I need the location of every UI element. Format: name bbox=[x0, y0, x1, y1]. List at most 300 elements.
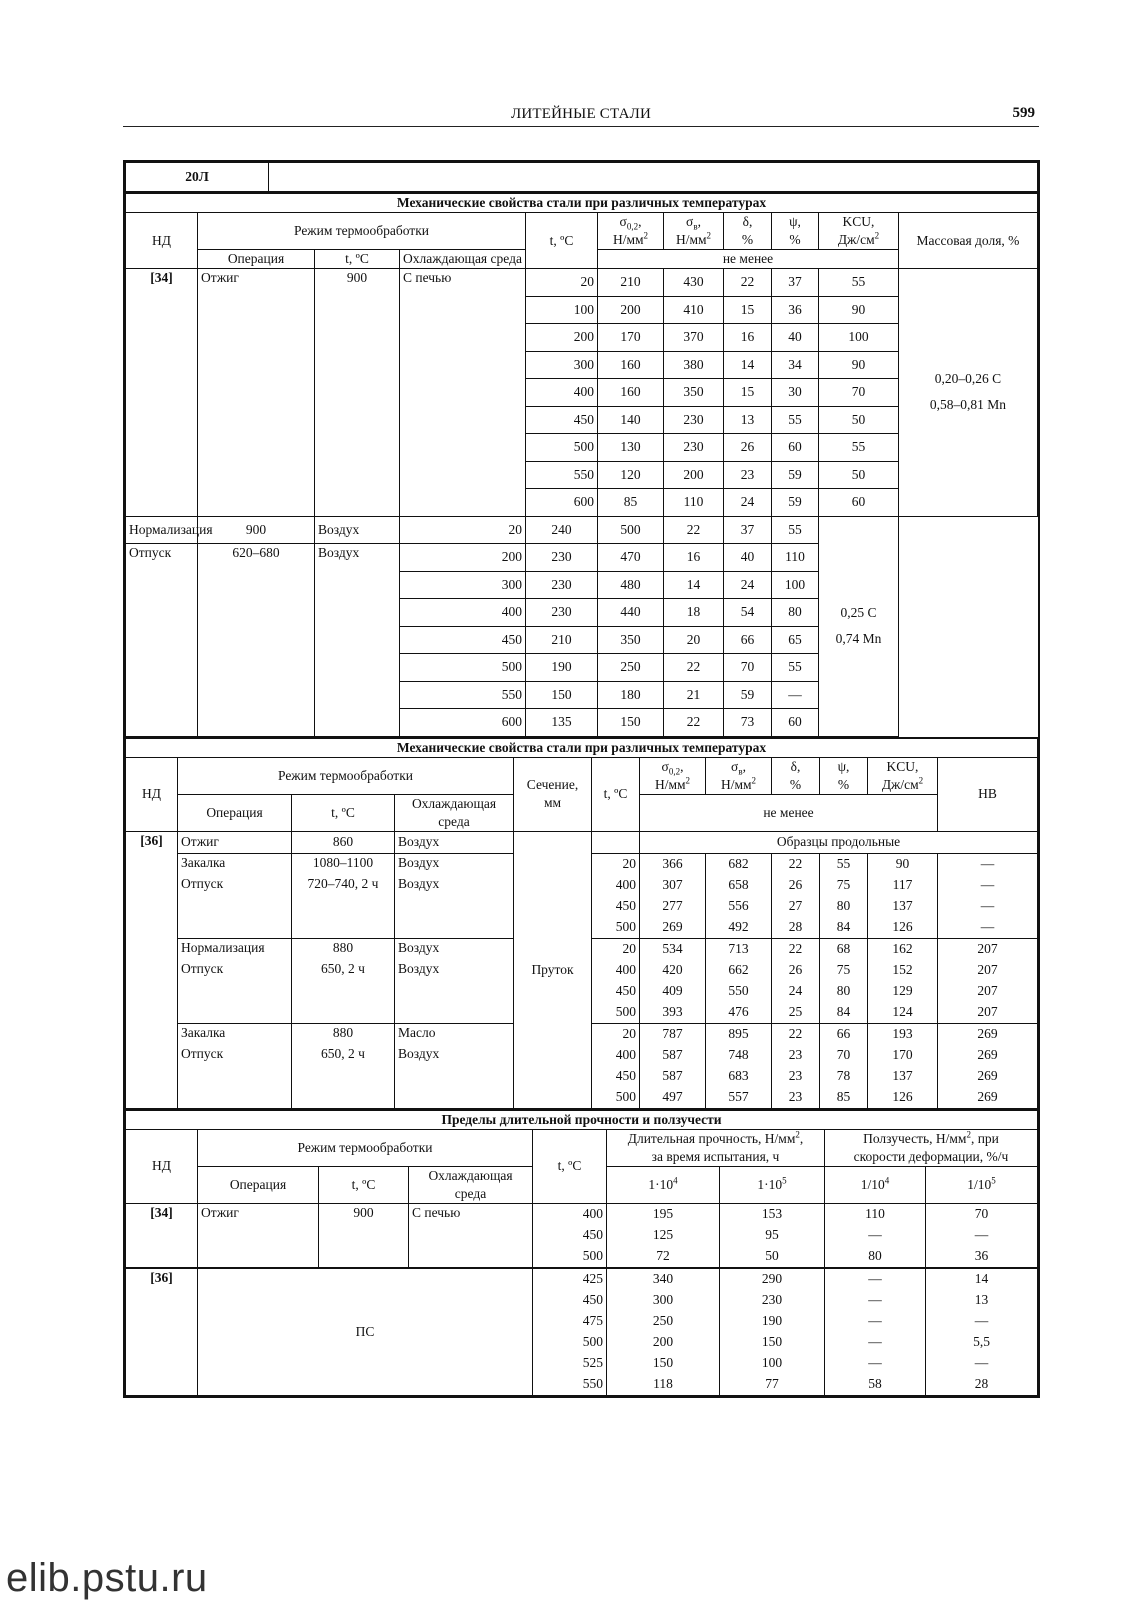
value: 24 bbox=[724, 489, 772, 517]
hdr2-nd: НД bbox=[126, 757, 178, 831]
value: — bbox=[825, 1290, 926, 1311]
creep-strength-table bbox=[125, 1109, 1038, 1396]
value: 130 bbox=[598, 434, 664, 462]
hdr3-s1: $1\cdot 10^4$ bbox=[607, 1166, 720, 1203]
nd-ref: [36] bbox=[126, 1268, 198, 1396]
value: 713 bbox=[706, 938, 772, 960]
heat-temp: 900 bbox=[315, 269, 400, 517]
heat-temp: 720–740, 2 ч bbox=[292, 875, 395, 939]
table-row bbox=[126, 1203, 1038, 1225]
value: 160 bbox=[598, 379, 664, 407]
test-temp: 500 bbox=[592, 917, 640, 939]
heat-temp: 860 bbox=[292, 831, 395, 853]
value: 73 bbox=[724, 709, 772, 737]
value: 500 bbox=[598, 516, 664, 544]
value: 587 bbox=[640, 1045, 706, 1066]
value: — bbox=[825, 1332, 926, 1353]
hdr3-nd: НД bbox=[126, 1129, 198, 1203]
value: 110 bbox=[772, 544, 819, 572]
test-temp: 500 bbox=[533, 1332, 607, 1353]
value: 55 bbox=[819, 434, 899, 462]
test-temp: 525 bbox=[533, 1353, 607, 1374]
value: 269 bbox=[938, 1023, 1038, 1045]
value: 22 bbox=[664, 654, 724, 682]
test-temp: 550 bbox=[533, 1374, 607, 1396]
value: 59 bbox=[772, 489, 819, 517]
value: 662 bbox=[706, 960, 772, 981]
test-temp: 20 bbox=[526, 269, 598, 297]
test-temp: 450 bbox=[592, 981, 640, 1002]
table-row bbox=[126, 269, 1038, 297]
value: 126 bbox=[868, 917, 938, 939]
hdr2-operation: Операция bbox=[178, 794, 292, 831]
operation: Нормализация bbox=[126, 516, 198, 544]
value: 90 bbox=[868, 853, 938, 875]
value: 380 bbox=[664, 351, 724, 379]
value: 125 bbox=[607, 1225, 720, 1246]
nd-ref: [34] bbox=[126, 269, 198, 517]
value: 409 bbox=[640, 981, 706, 1002]
value: 80 bbox=[772, 599, 819, 627]
operation: Отпуск bbox=[178, 1045, 292, 1109]
composition-line: 0,74 Mn bbox=[835, 631, 882, 646]
medium: С печью bbox=[409, 1203, 533, 1268]
value: 70 bbox=[819, 379, 899, 407]
value: 80 bbox=[825, 1246, 926, 1268]
value: 269 bbox=[938, 1066, 1038, 1087]
value: 26 bbox=[772, 875, 820, 896]
heat-temp: 650, 2 ч bbox=[292, 1045, 395, 1109]
value: 55 bbox=[820, 853, 868, 875]
mech-properties-table-2 bbox=[125, 737, 1038, 1109]
value: 497 bbox=[640, 1087, 706, 1109]
test-temp: 20 bbox=[592, 1023, 640, 1045]
value: 26 bbox=[772, 960, 820, 981]
hdr-nd: НД bbox=[126, 213, 198, 269]
hdr2-sigma02: $\sigma_{0,2}$, $Н/мм^2$ bbox=[640, 757, 706, 794]
value: — bbox=[825, 1268, 926, 1290]
value: — bbox=[926, 1353, 1038, 1374]
value: 15 bbox=[724, 296, 772, 324]
value: 124 bbox=[868, 1002, 938, 1024]
value: 37 bbox=[772, 269, 819, 297]
value: 85 bbox=[598, 489, 664, 517]
test-temp: 600 bbox=[526, 489, 598, 517]
heat-temp: 880 bbox=[292, 938, 395, 960]
value: 110 bbox=[825, 1203, 926, 1225]
grade-table bbox=[125, 162, 1038, 192]
value: 170 bbox=[868, 1045, 938, 1066]
table1-group-normalizing bbox=[126, 516, 1038, 736]
operation: Закалка bbox=[178, 1023, 292, 1045]
test-temp: 425 bbox=[533, 1268, 607, 1290]
value: — bbox=[938, 917, 1038, 939]
steel-properties-frame bbox=[123, 160, 1040, 1398]
test-temp: 400 bbox=[400, 599, 526, 627]
value: 28 bbox=[772, 917, 820, 939]
value: 126 bbox=[868, 1087, 938, 1109]
hdr2-sigmab: $\sigma_в$, $Н/мм^2$ bbox=[706, 757, 772, 794]
value: 230 bbox=[664, 434, 724, 462]
value: 120 bbox=[598, 461, 664, 489]
test-temp: 400 bbox=[533, 1203, 607, 1225]
value: 22 bbox=[664, 709, 724, 737]
value: 66 bbox=[724, 626, 772, 654]
value: 28 bbox=[926, 1374, 1038, 1396]
value: 25 bbox=[772, 1002, 820, 1024]
value: 55 bbox=[819, 269, 899, 297]
test-temp: 400 bbox=[592, 875, 640, 896]
steel-grade: 20Л bbox=[126, 163, 269, 192]
test-temp: 450 bbox=[526, 406, 598, 434]
value: 26 bbox=[724, 434, 772, 462]
value: 14 bbox=[664, 571, 724, 599]
value: 30 bbox=[772, 379, 819, 407]
page-header bbox=[123, 104, 1039, 127]
test-temp: 100 bbox=[526, 296, 598, 324]
medium: Воздух bbox=[395, 960, 514, 1024]
value: 21 bbox=[664, 681, 724, 709]
value: 787 bbox=[640, 1023, 706, 1045]
composition-line: 0,25 С bbox=[840, 604, 877, 620]
test-temp: 500 bbox=[592, 1087, 640, 1109]
operation: Закалка bbox=[178, 853, 292, 875]
value: 68 bbox=[820, 938, 868, 960]
value: 23 bbox=[772, 1045, 820, 1066]
value: 40 bbox=[772, 324, 819, 352]
value: 36 bbox=[772, 296, 819, 324]
heat-temp: 900 bbox=[319, 1203, 409, 1268]
hdr2-t: t, ºС bbox=[292, 794, 395, 831]
nd-ref: [36] bbox=[126, 831, 178, 1108]
section: Пруток bbox=[514, 831, 592, 1108]
value: 55 bbox=[772, 516, 819, 544]
hdr2-mode: Режим термообработки bbox=[178, 757, 514, 794]
value: 170 bbox=[598, 324, 664, 352]
value: 240 bbox=[526, 516, 598, 544]
value: 748 bbox=[706, 1045, 772, 1066]
heat-temp: 650, 2 ч bbox=[292, 960, 395, 1024]
table3-title: Пределы длительной прочности и ползучести bbox=[126, 1110, 1038, 1130]
value: 65 bbox=[772, 626, 819, 654]
hdr3-mode: Режим термообработки bbox=[198, 1129, 533, 1166]
value: 210 bbox=[526, 626, 598, 654]
hdr-test-t: t, ºС bbox=[526, 213, 598, 269]
hdr-sigma02: $\sigma_{0,2}$, $Н/мм^2$ bbox=[598, 213, 664, 250]
heat-temp: 880 bbox=[292, 1023, 395, 1045]
value: 40 bbox=[724, 544, 772, 572]
hdr2-section: Сечение, мм bbox=[514, 757, 592, 831]
hdr2-min: не менее bbox=[640, 794, 938, 831]
value: — bbox=[772, 681, 819, 709]
composition-line: 0,20–0,26 С bbox=[934, 370, 1002, 386]
table1-group-annealing bbox=[126, 269, 1038, 517]
value: 207 bbox=[938, 1002, 1038, 1024]
value: 90 bbox=[819, 296, 899, 324]
table-row bbox=[126, 831, 1038, 853]
value: 250 bbox=[607, 1311, 720, 1332]
test-temp: 450 bbox=[533, 1225, 607, 1246]
value: 70 bbox=[820, 1045, 868, 1066]
value: 200 bbox=[664, 461, 724, 489]
value: 195 bbox=[607, 1203, 720, 1225]
table-row bbox=[126, 516, 1038, 544]
value: 80 bbox=[820, 896, 868, 917]
test-temp: 20 bbox=[400, 516, 526, 544]
value: 152 bbox=[868, 960, 938, 981]
hdr2-psi: ψ, % bbox=[820, 757, 868, 794]
test-temp: 300 bbox=[400, 571, 526, 599]
value: 137 bbox=[868, 896, 938, 917]
value: 366 bbox=[640, 853, 706, 875]
medium: С печью bbox=[400, 269, 526, 517]
hdr2-delta: δ, % bbox=[772, 757, 820, 794]
operation: Нормализация bbox=[178, 938, 292, 960]
table3-group-ps bbox=[126, 1268, 1038, 1396]
value: 307 bbox=[640, 875, 706, 896]
value: 55 bbox=[772, 654, 819, 682]
value: 5,5 bbox=[926, 1332, 1038, 1353]
value: — bbox=[926, 1311, 1038, 1332]
value: 658 bbox=[706, 875, 772, 896]
value: 683 bbox=[706, 1066, 772, 1087]
value: 492 bbox=[706, 917, 772, 939]
value: 14 bbox=[926, 1268, 1038, 1290]
value: 135 bbox=[526, 709, 598, 737]
hdr-mode: Режим термообработки bbox=[198, 213, 526, 250]
value: 430 bbox=[664, 269, 724, 297]
samples-note: Образцы продольные bbox=[640, 831, 1038, 853]
value: 36 bbox=[926, 1246, 1038, 1268]
value: 150 bbox=[720, 1332, 825, 1353]
test-temp: 400 bbox=[526, 379, 598, 407]
mode-ps: ПС bbox=[198, 1268, 533, 1396]
value: 77 bbox=[720, 1374, 825, 1396]
value: 20 bbox=[664, 626, 724, 654]
value: 150 bbox=[526, 681, 598, 709]
value: — bbox=[926, 1225, 1038, 1246]
value: 18 bbox=[664, 599, 724, 627]
value: 290 bbox=[720, 1268, 825, 1290]
value: 34 bbox=[772, 351, 819, 379]
value: 75 bbox=[820, 875, 868, 896]
table2-body bbox=[126, 831, 1038, 1108]
value: 230 bbox=[526, 544, 598, 572]
value: 440 bbox=[598, 599, 664, 627]
value: 78 bbox=[820, 1066, 868, 1087]
operation: Отжиг bbox=[198, 269, 315, 517]
heat-temp: 900 bbox=[198, 516, 315, 544]
value: 300 bbox=[607, 1290, 720, 1311]
medium: Воздух bbox=[395, 938, 514, 960]
value: 118 bbox=[607, 1374, 720, 1396]
nd-ref: [34] bbox=[126, 1203, 198, 1268]
mech-properties-table-1 bbox=[125, 192, 1038, 737]
test-temp: 450 bbox=[592, 896, 640, 917]
value: 55 bbox=[772, 406, 819, 434]
test-temp: 550 bbox=[526, 461, 598, 489]
value: 150 bbox=[607, 1353, 720, 1374]
value: 100 bbox=[720, 1353, 825, 1374]
value: 85 bbox=[820, 1087, 868, 1109]
heat-temp: 620–680 bbox=[198, 544, 315, 737]
value: 60 bbox=[772, 434, 819, 462]
value: 22 bbox=[772, 938, 820, 960]
value: 50 bbox=[819, 406, 899, 434]
value: 207 bbox=[938, 938, 1038, 960]
test-temp: 450 bbox=[533, 1290, 607, 1311]
hdr3-s2: $1\cdot 10^5$ bbox=[720, 1166, 825, 1203]
table2-title: Механические свойства стали при различных температурах bbox=[126, 738, 1038, 758]
hdr3-test-t: t, ºС bbox=[533, 1129, 607, 1203]
value: 370 bbox=[664, 324, 724, 352]
table-row bbox=[126, 1268, 1038, 1290]
operation: Отжиг bbox=[198, 1203, 319, 1268]
value: 37 bbox=[724, 516, 772, 544]
test-temp: 500 bbox=[592, 1002, 640, 1024]
value: 15 bbox=[724, 379, 772, 407]
medium: Воздух bbox=[315, 516, 400, 544]
value: — bbox=[825, 1353, 926, 1374]
value: 190 bbox=[720, 1311, 825, 1332]
hdr-mass: Массовая доля, % bbox=[899, 213, 1038, 269]
value: 190 bbox=[526, 654, 598, 682]
value: 117 bbox=[868, 875, 938, 896]
hdr2-hb: НВ bbox=[938, 757, 1038, 831]
value: 24 bbox=[772, 981, 820, 1002]
value: 350 bbox=[598, 626, 664, 654]
watermark: elib.pstu.ru bbox=[6, 1556, 208, 1600]
value: 110 bbox=[664, 489, 724, 517]
hdr3-c2: $1/10^5$ bbox=[926, 1166, 1038, 1203]
value: 90 bbox=[819, 351, 899, 379]
test-temp: 600 bbox=[400, 709, 526, 737]
test-temp: 200 bbox=[400, 544, 526, 572]
value: 60 bbox=[819, 489, 899, 517]
hdr3-strength: Длительная прочность, $Н/мм^2$, за время испытания, ч bbox=[607, 1129, 825, 1166]
table1-title: Механические свойства стали при различных температурах bbox=[126, 193, 1038, 213]
operation: Отжиг bbox=[178, 831, 292, 853]
hdr3-c1: $1/10^4$ bbox=[825, 1166, 926, 1203]
value: 72 bbox=[607, 1246, 720, 1268]
value: 587 bbox=[640, 1066, 706, 1087]
hdr3-creep: Ползучесть, $Н/мм^2$, при скорости деформации, %/ч bbox=[825, 1129, 1038, 1166]
value: 210 bbox=[598, 269, 664, 297]
value: 13 bbox=[724, 406, 772, 434]
value: 75 bbox=[820, 960, 868, 981]
value: 58 bbox=[825, 1374, 926, 1396]
medium: Воздух bbox=[395, 831, 514, 853]
value: 895 bbox=[706, 1023, 772, 1045]
value: 22 bbox=[664, 516, 724, 544]
table3-group-annealing bbox=[126, 1203, 1038, 1268]
value: 420 bbox=[640, 960, 706, 981]
value: 207 bbox=[938, 981, 1038, 1002]
hdr-medium: Охлаждающая среда bbox=[400, 250, 526, 269]
value: 66 bbox=[820, 1023, 868, 1045]
value: 50 bbox=[819, 461, 899, 489]
hdr-min: не менее bbox=[598, 250, 899, 269]
test-temp: 500 bbox=[533, 1246, 607, 1268]
composition bbox=[899, 269, 1038, 517]
hdr3-t: t, ºС bbox=[319, 1166, 409, 1203]
value: — bbox=[938, 875, 1038, 896]
value: — bbox=[825, 1225, 926, 1246]
value: 84 bbox=[820, 917, 868, 939]
test-temp: 20 bbox=[592, 853, 640, 875]
medium: Масло bbox=[395, 1023, 514, 1045]
value: 129 bbox=[868, 981, 938, 1002]
hdr-t: t, ºС bbox=[315, 250, 400, 269]
test-temp: 500 bbox=[400, 654, 526, 682]
value: 59 bbox=[724, 681, 772, 709]
value: 230 bbox=[526, 599, 598, 627]
value: 100 bbox=[772, 571, 819, 599]
value: 269 bbox=[938, 1087, 1038, 1109]
value: 230 bbox=[526, 571, 598, 599]
value: 27 bbox=[772, 896, 820, 917]
test-temp: 20 bbox=[592, 938, 640, 960]
table-row bbox=[126, 544, 1038, 572]
value: 23 bbox=[724, 461, 772, 489]
value: 14 bbox=[724, 351, 772, 379]
value: 556 bbox=[706, 896, 772, 917]
value: 557 bbox=[706, 1087, 772, 1109]
value: 470 bbox=[598, 544, 664, 572]
medium: Воздух bbox=[395, 1045, 514, 1109]
operation: Отпуск bbox=[178, 960, 292, 1024]
operation: Отпуск bbox=[126, 544, 198, 737]
heat-temp: 1080–1100 bbox=[292, 853, 395, 875]
value: 22 bbox=[724, 269, 772, 297]
value: 70 bbox=[724, 654, 772, 682]
hdr3-operation: Операция bbox=[198, 1166, 319, 1203]
value: 22 bbox=[772, 853, 820, 875]
medium: Воздух bbox=[395, 875, 514, 939]
value: 200 bbox=[607, 1332, 720, 1353]
value: 23 bbox=[772, 1087, 820, 1109]
empty bbox=[592, 831, 640, 853]
value: 193 bbox=[868, 1023, 938, 1045]
test-temp: 200 bbox=[526, 324, 598, 352]
value: — bbox=[825, 1311, 926, 1332]
value: 393 bbox=[640, 1002, 706, 1024]
value: 180 bbox=[598, 681, 664, 709]
value: 230 bbox=[664, 406, 724, 434]
value: 140 bbox=[598, 406, 664, 434]
value: — bbox=[938, 853, 1038, 875]
hdr2-kcu: KCU, $Дж/см^2$ bbox=[868, 757, 938, 794]
value: 200 bbox=[598, 296, 664, 324]
value: 150 bbox=[598, 709, 664, 737]
medium: Воздух bbox=[315, 544, 400, 737]
value: 534 bbox=[640, 938, 706, 960]
test-temp: 450 bbox=[592, 1066, 640, 1087]
value: 230 bbox=[720, 1290, 825, 1311]
value: 410 bbox=[664, 296, 724, 324]
value: 50 bbox=[720, 1246, 825, 1268]
value: 16 bbox=[724, 324, 772, 352]
value: 340 bbox=[607, 1268, 720, 1290]
value: 207 bbox=[938, 960, 1038, 981]
operation: Отпуск bbox=[178, 875, 292, 939]
test-temp: 450 bbox=[400, 626, 526, 654]
value: 137 bbox=[868, 1066, 938, 1087]
value: 269 bbox=[640, 917, 706, 939]
value: 160 bbox=[598, 351, 664, 379]
value: 16 bbox=[664, 544, 724, 572]
hdr-sigmab: $\sigma_в$, $Н/мм^2$ bbox=[664, 213, 724, 250]
